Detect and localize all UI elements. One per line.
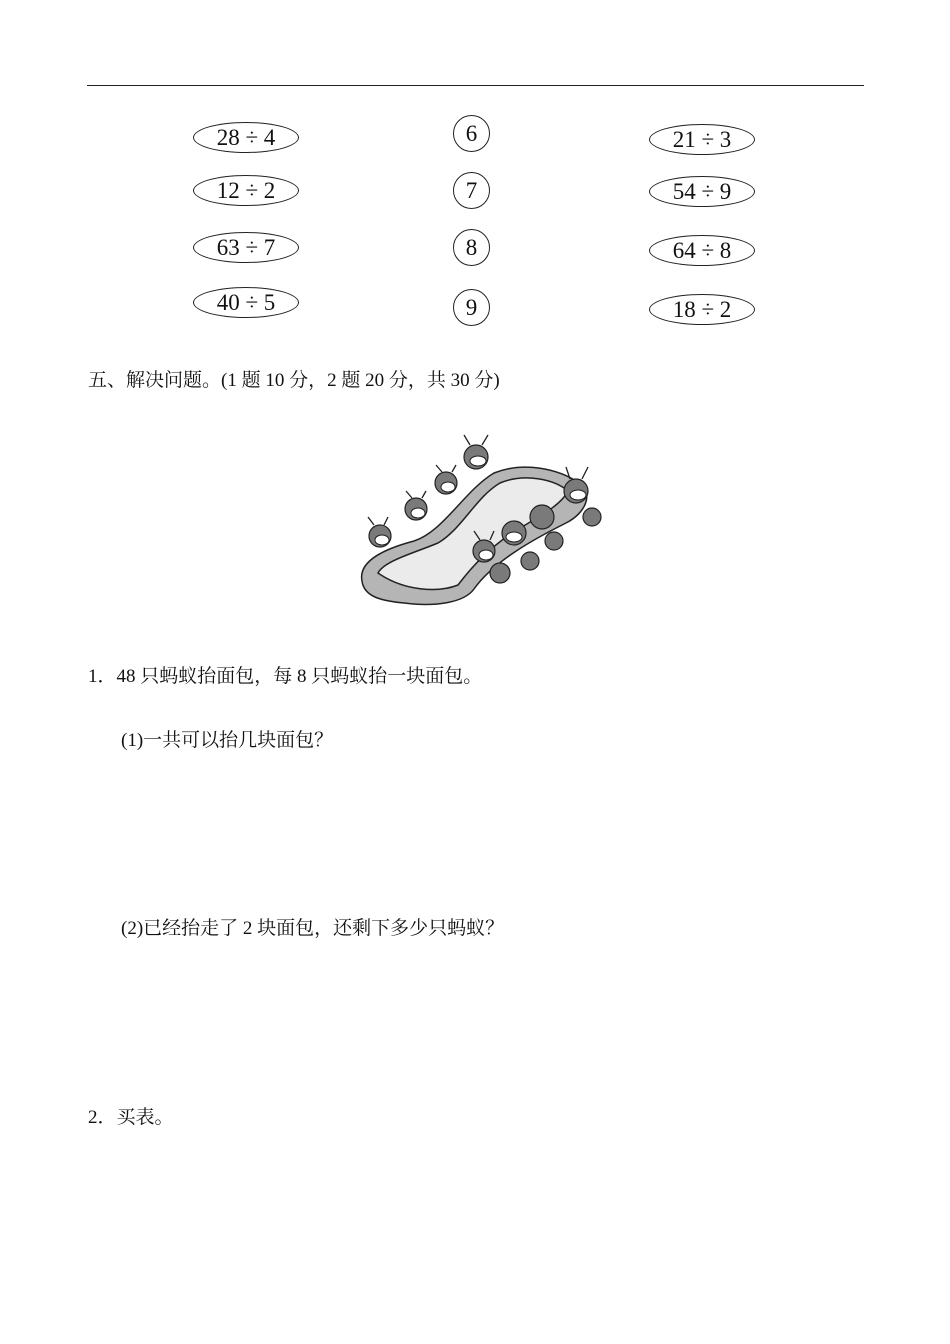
question-1-stem: 1．48 只蚂蚁抬面包，每 8 只蚂蚁抬一块面包。 [88,666,483,687]
ants-carrying-bread-illustration [354,421,608,618]
expression-oval-right-1[interactable]: 21 ÷ 3 [649,124,755,155]
question-1-part-1: (1)一共可以抬几块面包？ [121,730,334,751]
section-heading: 五、解决问题。(1 题 10 分，2 题 20 分，共 30 分) [88,370,500,391]
expression-oval-left-3[interactable]: 63 ÷ 7 [193,232,299,263]
expression-oval-left-1[interactable]: 28 ÷ 4 [193,122,299,153]
expression-oval-right-4[interactable]: 18 ÷ 2 [649,294,755,325]
expression-oval-left-4[interactable]: 40 ÷ 5 [193,287,299,318]
question-2-stem: 2．买表。 [88,1107,174,1128]
question-1-part-2: (2)已经抬走了 2 块面包，还剩下多少只蚂蚁？ [121,918,505,939]
answer-circle-4[interactable]: 9 [453,289,490,326]
expression-oval-right-2[interactable]: 54 ÷ 9 [649,176,755,207]
header-rule [87,85,864,86]
answer-circle-1[interactable]: 6 [453,115,490,152]
answer-circle-3[interactable]: 8 [453,229,490,266]
expression-oval-left-2[interactable]: 12 ÷ 2 [193,175,299,206]
answer-circle-2[interactable]: 7 [453,172,490,209]
expression-oval-right-3[interactable]: 64 ÷ 8 [649,235,755,266]
